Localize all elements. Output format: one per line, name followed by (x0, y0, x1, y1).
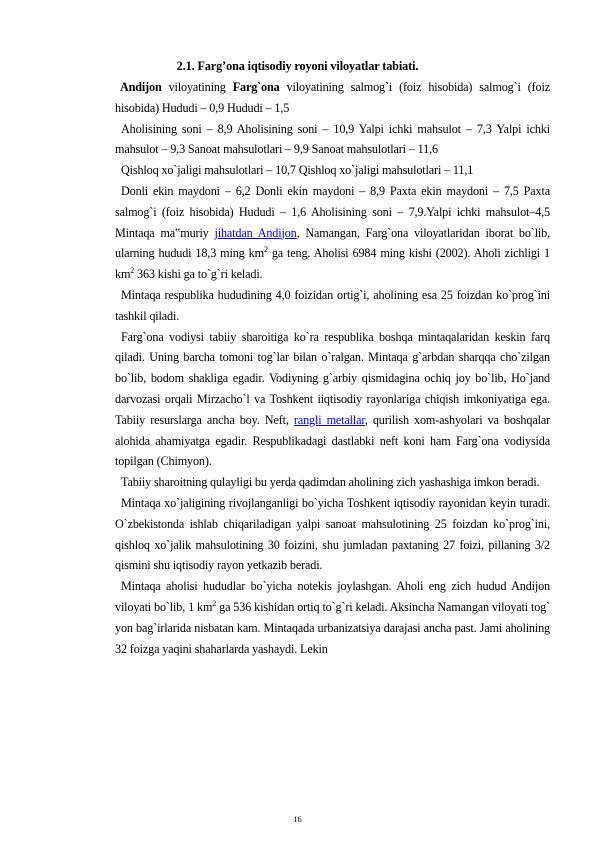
text-span: Farg`ona vodiysi tabiiy sharoitiga ko`ra respublika boshqa mintaqalaridan keskin farq qiladi. Uning barcha tomoni tog`lar bilan o`ralgan. Mintaqa g`arbdan sharqqa cho`zilgan bo`lib, bodom shakliga egadir. Vodiyning g`arbiy qismidagina ochiq joy bo`lib, Ho`jand darvozasi orqali Mirzacho`l va Toshkent iiqtisodiy rayonlariga chiqish imkoniyatiga ega. Tabiiy resurslarga ancha boy. Neft, (115, 329, 550, 427)
text-span: viloyatining (161, 80, 233, 94)
text-span: , Namangan, Farg`ona viloyatlaridan iborat bo`lib, ularning hududi 18,3 ming km (115, 225, 551, 261)
superscript: 2 (263, 245, 268, 255)
link-rangli-metallar[interactable]: rangli metallar (293, 412, 365, 427)
text-span: 363 kishi ga to`g`ri keladi. (134, 267, 263, 282)
paragraph-1 (115, 77, 550, 119)
paragraph-7: Tabiiy sharoitning qulayligi bu yerda qadimdan aholining zich yashashiga imkon beradi. (121, 475, 540, 490)
paragraph-6 (115, 327, 550, 473)
text-span: , qurilish xom-ashyolari va boshqalar alohida ahamiyatga egadir. Respublikadagi dastlabki neft koni ham Farg`ona vodiysida topilgan (Chimyon). (115, 412, 550, 469)
section-heading: 2.1. Farg’ona iqtisodiy royoni viloyatlar tabiati. (176, 59, 419, 73)
body-text (115, 77, 550, 659)
bold-andijon: Andijon (120, 80, 162, 94)
text-span: ga 536 kishidan ortiq to`g`ri keladi. Aksincha Namangan viloyati tog` yon bag`irlarida nisbatan kam. Mintaqada urbanizatsiya darajasi ancha past. Jami aholining 32 foizga yaqini shaharlarda yashaydi. Lekin (115, 599, 550, 656)
text-span: ga teng. Aholisi 6984 ming kishi (2002). Aholi zichligi 1 km (115, 246, 551, 282)
text-span: viloyatining salmog`i (foiz hisobida) salmog`i (foiz hisobida) Hududi – 0,9 Hududi – 1,5 (115, 80, 550, 115)
bold-fargona: Farg`ona (232, 80, 280, 94)
text-span: Donli ekin maydoni – 6,2 Donli ekin maydoni – 8,9 Paxta ekin maydoni – 7,5 Paxta salmog`i (foiz hisobida) Hududi – 1,6 Aholisining soni – 7,9.Yalpi ichki mahsulot–4,5 Mintaqa ma‟muriy (115, 183, 550, 240)
paragraph-8: Mintaqa xo`jaligining rivojlanganligi bo`yicha Toshkent iqtisodiy rayonidan keyin turadi. O`zbekistonda ishlab chiqariladigan yalpi sanoat mahsulotining 25 foizdan ko`prog`ini, qishloq xo`jalik mahsulotining 30 foizini, shu jumladan paxtaning 27 foizi, pillaning 3/2 qismini shu iqtisodiy rayon yetkazib beradi. (115, 495, 550, 573)
paragraph-2: Aholisining soni – 8,9 Aholisining soni – 10,9 Yalpi ichki mahsulot – 7,3 Yalpi ichki mahsulot – 9,3 Sanoat mahsulotlari – 9,9 Sanoat mahsulotlari – 11,6 (115, 121, 550, 157)
paragraph-3: Qishloq xo`jaligi mahsulotlari – 10,7 Qishloq xo`jaligi mahsulotlari – 11,1 (121, 163, 474, 178)
paragraph-9 (115, 576, 550, 659)
paragraph-5: Mintaqa respublika hududining 4,0 foizidan ortig`i, aholining esa 25 foizdan ko`prog`ini tashkil qiladi. (115, 287, 550, 323)
superscript: 2 (130, 266, 135, 276)
paragraph-4 (115, 181, 550, 285)
superscript: 2 (212, 598, 217, 608)
link-jihatdan-andijon[interactable]: jihatdan Andijon (214, 225, 297, 240)
page-number: 16 (293, 814, 302, 824)
text-span: Mintaqa aholisi hududlar bo`yicha notekis joylashgan. Aholi eng zich hudud Andijon viloyati bo`lib, 1 km (115, 579, 550, 614)
